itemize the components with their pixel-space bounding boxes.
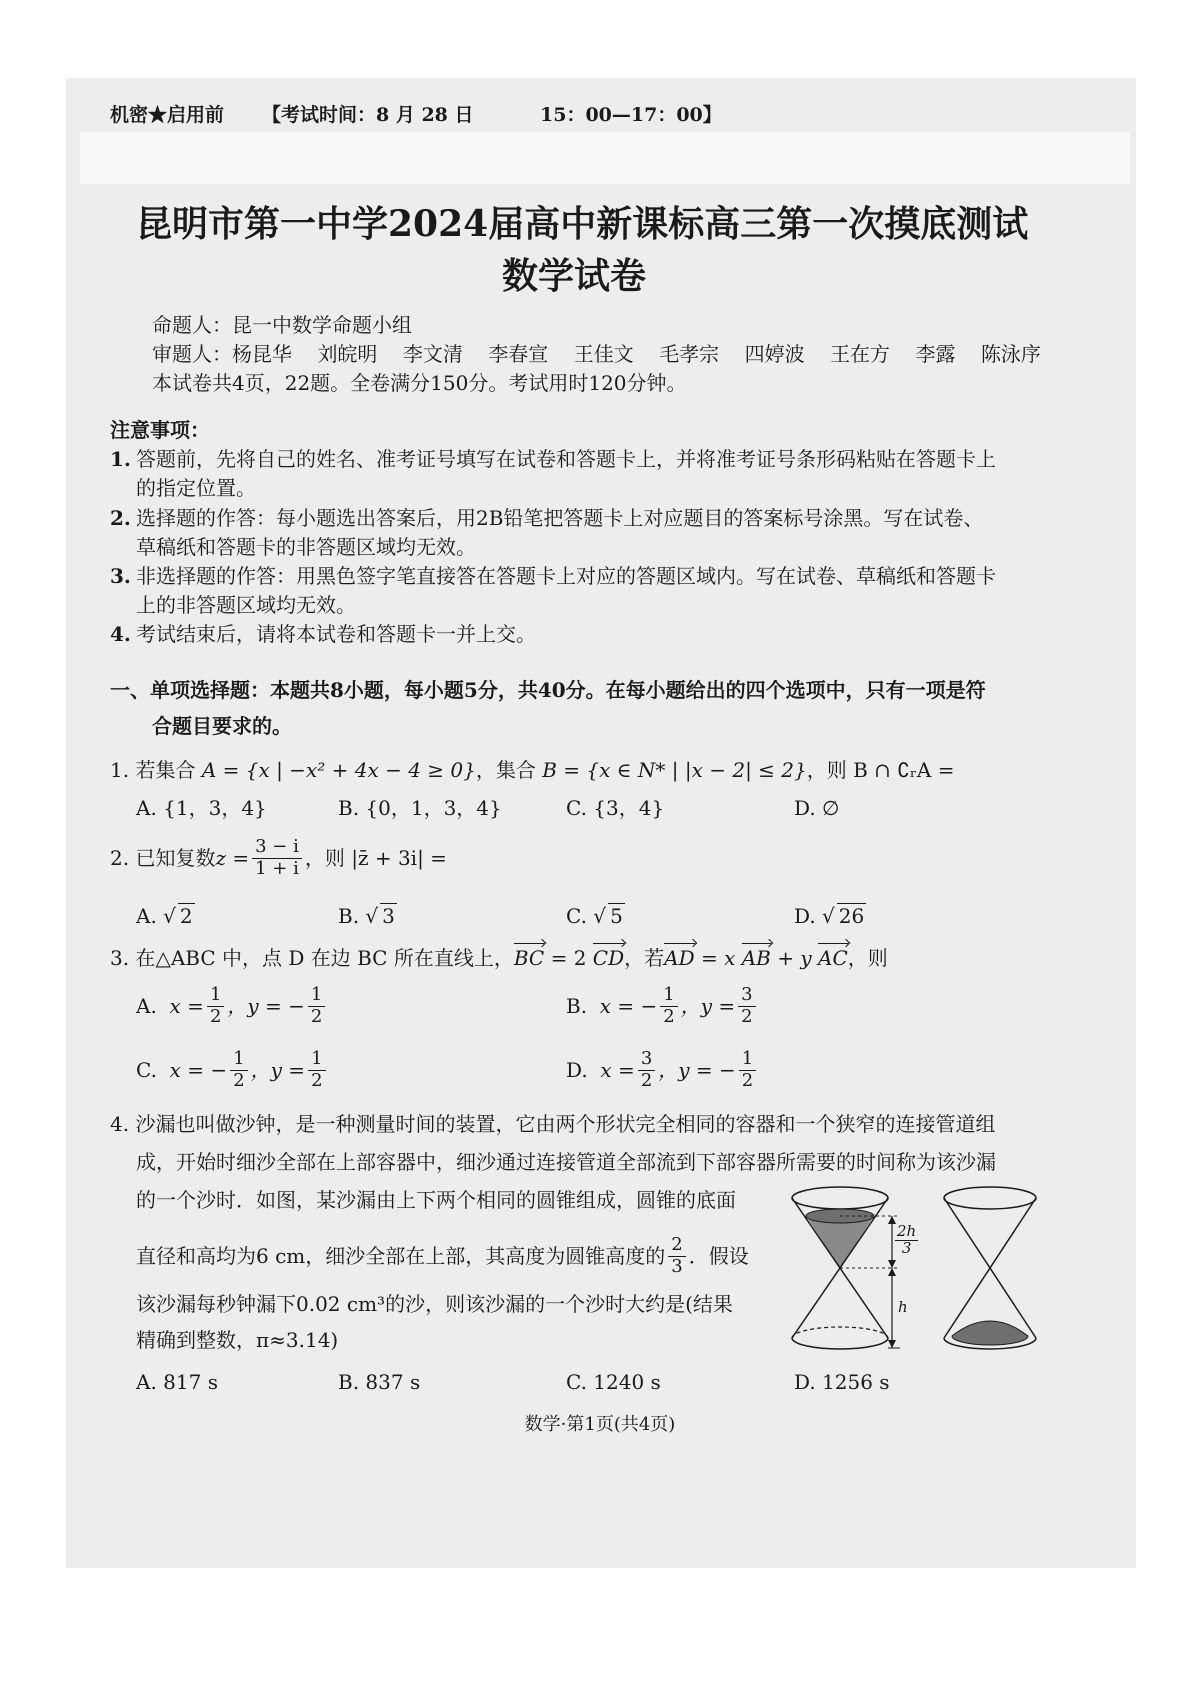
- fraction: [252, 838, 302, 879]
- numerator: 2h: [897, 1222, 917, 1240]
- notice-number: 4.: [110, 622, 131, 646]
- notice-text: 考试结束后，请将本试卷和答题卡一并上交。: [136, 622, 536, 646]
- reviewer: 王在方: [830, 342, 891, 366]
- option-text: ，y =: [680, 994, 736, 1019]
- vector-ad: AD: [664, 946, 695, 970]
- option-label: B.: [338, 904, 360, 928]
- option-text: x = −: [599, 994, 658, 1019]
- option-label: A.: [136, 994, 157, 1019]
- exam-summary: 本试卷共4页，22题。全卷满分150分。考试用时120分钟。: [152, 371, 687, 395]
- reviewer: 李春宣: [488, 342, 549, 366]
- question-number: 2.: [110, 846, 130, 871]
- notice-number: 3.: [110, 564, 131, 588]
- option-d: D. √ 26: [794, 904, 865, 928]
- label-two-thirds-h: [895, 1224, 918, 1257]
- notice-number: 1.: [110, 447, 131, 471]
- option-text: ，y = −: [658, 1058, 736, 1083]
- hourglass-figure: [780, 1180, 1070, 1360]
- option-b: B. √ 3: [338, 904, 395, 928]
- vector-cd: CD: [592, 946, 625, 970]
- notice-text: 选择题的作答：每小题选出答案后，用2B铅笔把答题卡上对应题目的答案标号涂黑。写在试卷、: [136, 506, 984, 530]
- confidential-label: 机密★启用前: [110, 104, 225, 126]
- radicand: 2: [179, 904, 193, 928]
- option-text: ，y = −: [227, 994, 305, 1019]
- fraction: [668, 1236, 685, 1277]
- page-footer: 数学·第1页(共4页): [524, 1414, 676, 1435]
- label-h: h: [898, 1298, 908, 1316]
- page-title: 昆明市第一中学2024届高中新课标高三第一次摸底测试: [136, 203, 1029, 245]
- reviewer-label: 审题人：: [152, 342, 232, 366]
- question-number: 1.: [110, 758, 130, 782]
- option-c: [136, 1050, 329, 1091]
- vector-ac: AC: [818, 946, 848, 970]
- reviewer: 刘皖明: [317, 342, 378, 366]
- option-a: A. {1，3，4}: [136, 796, 267, 820]
- question-text: ．假设: [688, 1244, 749, 1269]
- option-c: C. √ 5: [566, 904, 623, 928]
- fraction: [230, 1050, 247, 1091]
- denominator: 2: [663, 1005, 675, 1027]
- question-text: = x: [700, 946, 736, 970]
- option-label: B.: [566, 994, 588, 1019]
- fraction: [207, 986, 224, 1027]
- numerator: 3: [738, 986, 755, 1007]
- notice-text: 上的非答题区域均无效。: [136, 593, 356, 617]
- option-d: D. ∅: [794, 796, 840, 820]
- question-2: [110, 838, 447, 879]
- denominator: 3: [901, 1238, 912, 1257]
- question-3: [110, 948, 888, 968]
- option-label: D.: [794, 904, 816, 928]
- sand-top: [806, 1216, 874, 1268]
- z-var: z =: [215, 846, 250, 871]
- option-a: A. √ 2: [136, 904, 193, 928]
- vector-ab: AB: [741, 946, 771, 970]
- exam-date: 【考试时间：8 月 28 日: [262, 104, 474, 126]
- denominator: 2: [741, 1069, 754, 1091]
- reviewer: 杨昆华: [232, 342, 292, 366]
- question-text: ，若: [624, 946, 665, 970]
- numerator: 1: [308, 1050, 325, 1071]
- numerator: 2: [668, 1236, 685, 1257]
- option-text: ，y =: [250, 1058, 306, 1083]
- hourglass-left: [792, 1187, 900, 1349]
- fraction: [660, 986, 677, 1027]
- numerator: 1: [207, 986, 224, 1007]
- question-text: 精确到整数，π≈3.14): [136, 1328, 339, 1352]
- question-text: + y: [777, 946, 812, 970]
- fraction: [638, 1050, 655, 1091]
- option-c: C. {3，4}: [566, 796, 665, 820]
- numerator: 1: [739, 1050, 756, 1071]
- numerator: 3: [638, 1050, 655, 1071]
- fraction: [738, 986, 755, 1027]
- question-text: [136, 1236, 749, 1277]
- set-a: A = {x | −x² + 4x − 4 ≥ 0}: [201, 758, 476, 782]
- question-text: 直径和高均为6 cm，细沙全部在上部，其高度为圆锥高度的: [136, 1244, 666, 1269]
- fraction: [739, 1050, 756, 1091]
- option-label: A.: [136, 904, 157, 928]
- option-text: x = −: [169, 1058, 228, 1083]
- notice-text: 草稿纸和答题卡的非答题区域均无效。: [136, 535, 476, 559]
- numerator: 1: [660, 986, 677, 1007]
- reviewer: 陈泳序: [980, 342, 1041, 366]
- notice-heading: 注意事项：: [110, 418, 210, 442]
- question-text: ，则 |z̄ + 3i| =: [304, 846, 447, 871]
- denominator: 3: [671, 1255, 683, 1277]
- option-text: x =: [600, 1058, 635, 1083]
- radicand: 5: [610, 904, 623, 928]
- question-number: 3.: [110, 946, 130, 970]
- setter-label: 命题人：: [152, 313, 232, 337]
- question-4: [110, 1114, 995, 1134]
- section-heading-cont: 合题目要求的。: [152, 714, 292, 738]
- question-text: 该沙漏每秒钟漏下0.02 cm³的沙，则该沙漏的一个沙时大约是(结果: [136, 1292, 733, 1316]
- scan-band: [80, 132, 1130, 184]
- option-b: B. {0，1，3，4}: [338, 796, 502, 820]
- option-d: D. 1256 s: [794, 1370, 890, 1394]
- set-b: B = {x ∈ N* | |x − 2| ≤ 2}: [542, 758, 807, 782]
- question-text: 已知复数: [135, 846, 216, 871]
- section-heading: 一、单项选择题：本题共8小题，每小题5分，共40分。在每小题给出的四个选项中，只有一项是符: [110, 678, 986, 702]
- question-text: ，集合: [475, 758, 536, 782]
- question-text: 的一个沙时．如图，某沙漏由上下两个相同的圆锥组成，圆锥的底面: [136, 1188, 736, 1212]
- question-text: ，则: [847, 946, 888, 970]
- question-number: 4.: [110, 1112, 130, 1136]
- numerator: 3 − i: [252, 838, 302, 859]
- denominator: 1 + i: [255, 857, 299, 879]
- option-d: [566, 1050, 759, 1091]
- option-a: [136, 986, 328, 1027]
- setter-name: 昆一中数学命题小组: [232, 313, 412, 337]
- reviewer: 李露: [915, 342, 956, 366]
- question-text: 在△ABC 中，点 D 在边 BC 所在直线上，: [135, 946, 514, 970]
- option-b: B. 837 s: [338, 1370, 421, 1394]
- denominator: 2: [741, 1005, 753, 1027]
- reviewer: 四婷波: [744, 342, 805, 366]
- numerator: 1: [230, 1050, 247, 1071]
- notice-number: 2.: [110, 506, 131, 530]
- option-label: D.: [566, 1058, 588, 1083]
- hourglass-right: [944, 1187, 1036, 1349]
- denominator: 2: [233, 1069, 245, 1091]
- vector-bc: BC: [513, 946, 545, 970]
- reviewer: 王佳文: [573, 342, 634, 366]
- numerator: 1: [308, 986, 325, 1007]
- notice-text: 答题前，先将自己的姓名、准考证号填写在试卷和答题卡上，并将准考证号条形码粘贴在答题卡上: [136, 447, 996, 471]
- option-text: x =: [169, 994, 204, 1019]
- denominator: 2: [311, 1069, 323, 1091]
- notice-text: 非选择题的作答：用黑色签字笔直接答在答题卡上对应的答题区域内。写在试卷、草稿纸和答题卡: [136, 564, 996, 588]
- denominator: 2: [209, 1005, 222, 1027]
- fraction: [308, 986, 325, 1027]
- question-text: ，则 B ∩ ∁ᵣA =: [806, 758, 955, 782]
- reviewer: 李文清: [402, 342, 463, 366]
- sand-bottom: [952, 1321, 1028, 1345]
- denominator: 2: [640, 1069, 653, 1091]
- option-b: [566, 986, 759, 1027]
- fraction: [308, 1050, 325, 1091]
- page-subtitle: 数学试卷: [502, 255, 647, 297]
- question-text: 沙漏也叫做沙钟，是一种测量时间的装置，它由两个形状完全相同的容器和一个狭窄的连接管道组: [135, 1112, 996, 1136]
- option-c: C. 1240 s: [566, 1370, 661, 1394]
- option-a: A. 817 s: [136, 1370, 218, 1394]
- option-label: C.: [136, 1058, 157, 1083]
- reviewer: 毛孝宗: [659, 342, 720, 366]
- radicand: 26: [838, 904, 865, 928]
- question-1: [110, 760, 955, 780]
- question-text: 若集合: [135, 758, 196, 782]
- exam-clock: 15：00—17：00】: [540, 104, 722, 126]
- radicand: 3: [382, 904, 395, 928]
- question-text: 成，开始时细沙全部在上部容器中，细沙通过连接管道全部流到下部容器所需要的时间称为该沙漏: [136, 1150, 996, 1174]
- notice-text: 的指定位置。: [136, 476, 256, 500]
- setter-line: [152, 315, 412, 335]
- denominator: 2: [310, 1005, 323, 1027]
- option-label: C.: [566, 904, 587, 928]
- question-text: = 2: [550, 946, 587, 970]
- reviewer-line: [152, 344, 1041, 364]
